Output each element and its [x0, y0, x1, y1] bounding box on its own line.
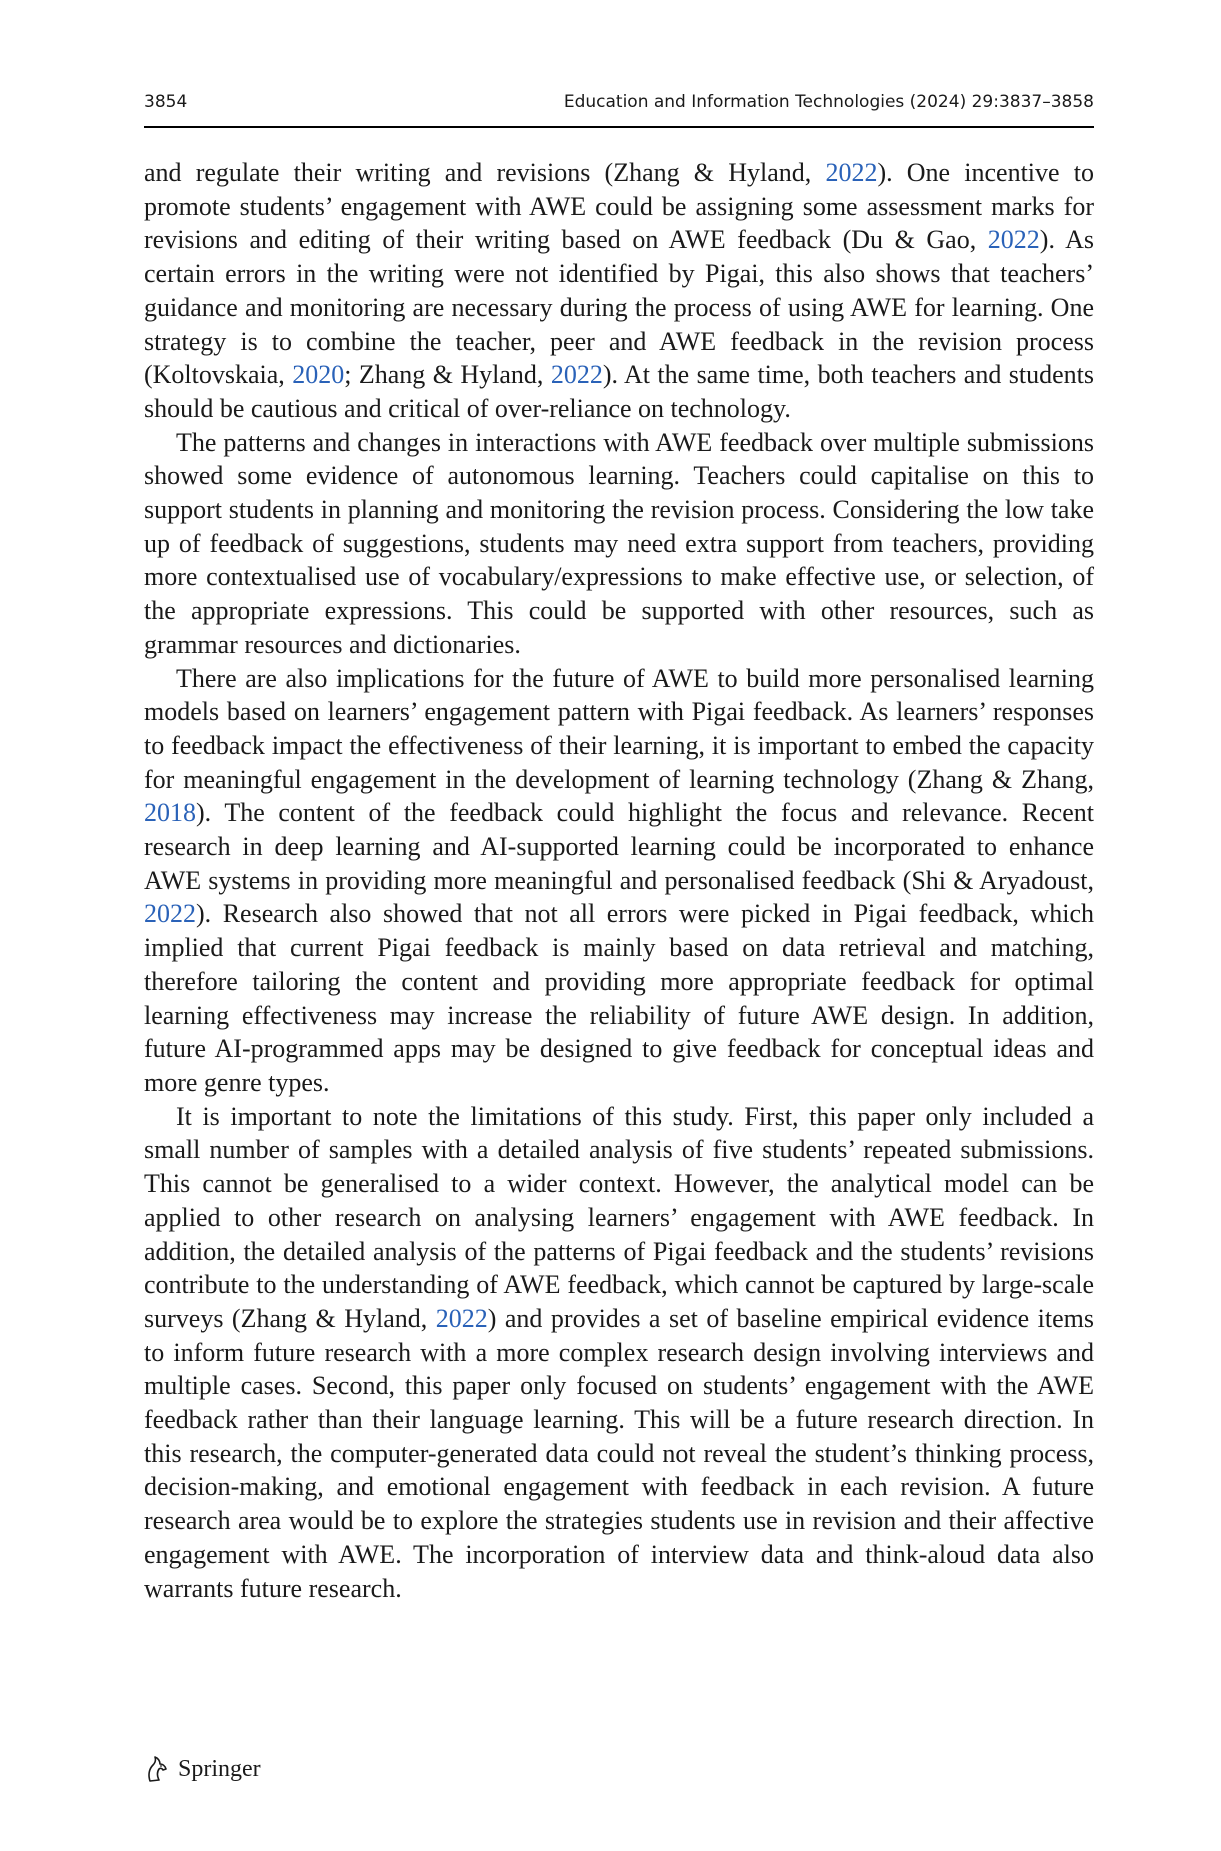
paragraph-text: ). At the same time, both teachers and students should be cautious and critical of over-reliance on technology. — [144, 360, 1094, 423]
body-paragraph — [144, 156, 1094, 426]
citation-year-link[interactable]: 2022 — [550, 360, 603, 390]
paragraph-text: ). As certain errors in the writing were not identified by Pigai, this also shows that teachers’ guidance and monitoring are necessary during the process of using AWE for learning. One strategy is to combine the teacher, peer and AWE feedback in the revision process (Koltovskaia, — [144, 225, 1094, 390]
paragraph-text: ). Research also showed that not all errors were picked in Pigai feedback, which implied that current Pigai feedback is mainly based on data retrieval and matching, therefore tailoring the content and providing more appropriate feedback for optimal learning effectiveness may increase the reliability of future AWE design. In addition, future AI-programmed apps may be designed to give feedback for conceptual ideas and more genre types. — [144, 899, 1094, 1097]
citation-year-link[interactable]: 2020 — [292, 360, 345, 390]
citation-year-link[interactable]: 2022 — [435, 1303, 488, 1333]
paragraph-text: and regulate their writing and revisions (Zhang & Hyland, — [144, 158, 826, 187]
paragraph-text: It is important to note the limitations of this study. First, this paper only included a small number of samples with a detailed analysis of five students’ repeated submissions. This cannot be generalised to a wider context. However, the analytical model can be applied to other research on analysing learners’ engagement with AWE feedback. In addition, the detailed analysis of the patterns of Pigai feedback and the students’ revisions contribute to the understanding of AWE feedback, which cannot be captured by large-scale surveys (Zhang & Hyland, — [144, 1101, 1094, 1333]
header-divider — [144, 126, 1094, 128]
page-number: 3854 — [144, 92, 188, 112]
body-paragraph — [144, 662, 1094, 1100]
paragraph-text: There are also implications for the future of AWE to build more personalised learning models based on learners’ engagement pattern with Pigai feedback. As learners’ responses to feedback impact the effectiveness of their learning, it is important to embed the capacity for meaningful engagement in the development of learning technology (Zhang & Zhang, — [144, 663, 1094, 794]
paragraph-text: ). The content of the feedback could highlight the focus and relevance. Recent research in deep learning and AI-supported learning could be incorporated to enhance AWE systems in providing more meaningful and personalised feedback (Shi & Aryadoust, — [144, 798, 1094, 895]
running-head — [144, 92, 1094, 122]
publisher-footer — [144, 1752, 261, 1786]
paragraph-text: ). One incentive to promote students’ engagement with AWE could be assigning some assessment marks for revisions and editing of their writing based on AWE feedback (Du & Gao, — [144, 158, 1094, 255]
body-paragraph — [144, 426, 1094, 662]
journal-citation: Education and Information Technologies (2024) 29:3837–3858 — [563, 92, 1094, 112]
body-paragraph — [144, 1100, 1094, 1606]
citation-year-link[interactable]: 2022 — [825, 158, 878, 187]
paragraph-text: The patterns and changes in interactions with AWE feedback over multiple submissions showed some evidence of autonomous learning. Teachers could capitalise on this to support students in planning and monitoring the revision process. Considering the low take up of feedback of suggestions, students may need extra support from teachers, providing more contextualised use of vocabulary/expressions to make effective use, or selection, of the appropriate expressions. This could be supported with other resources, such as grammar resources and dictionaries. — [144, 427, 1094, 659]
citation-year-link[interactable]: 2018 — [144, 798, 196, 828]
citation-year-link[interactable]: 2022 — [987, 225, 1040, 255]
paragraph-text: ) and provides a set of baseline empirical evidence items to inform future research with a more complex research design involving interviews and multiple cases. Second, this paper only focused on students’ engagement with the AWE feedback rather than their language learning. This will be a future research direction. In this research, the computer-generated data could not reveal the student’s thinking process, decision-making, and emotional engagement with feedback in each revision. A future research area would be to explore the strategies students use in revision and their affective engagement with AWE. The incorporation of interview data and think-aloud data also warrants future research. — [144, 1303, 1095, 1603]
springer-horse-icon — [144, 1755, 170, 1783]
citation-year-link[interactable]: 2022 — [144, 899, 196, 929]
article-body — [144, 156, 1094, 1605]
publisher-name: Springer — [178, 1755, 261, 1782]
paragraph-text: ; Zhang & Hyland, — [344, 360, 551, 390]
